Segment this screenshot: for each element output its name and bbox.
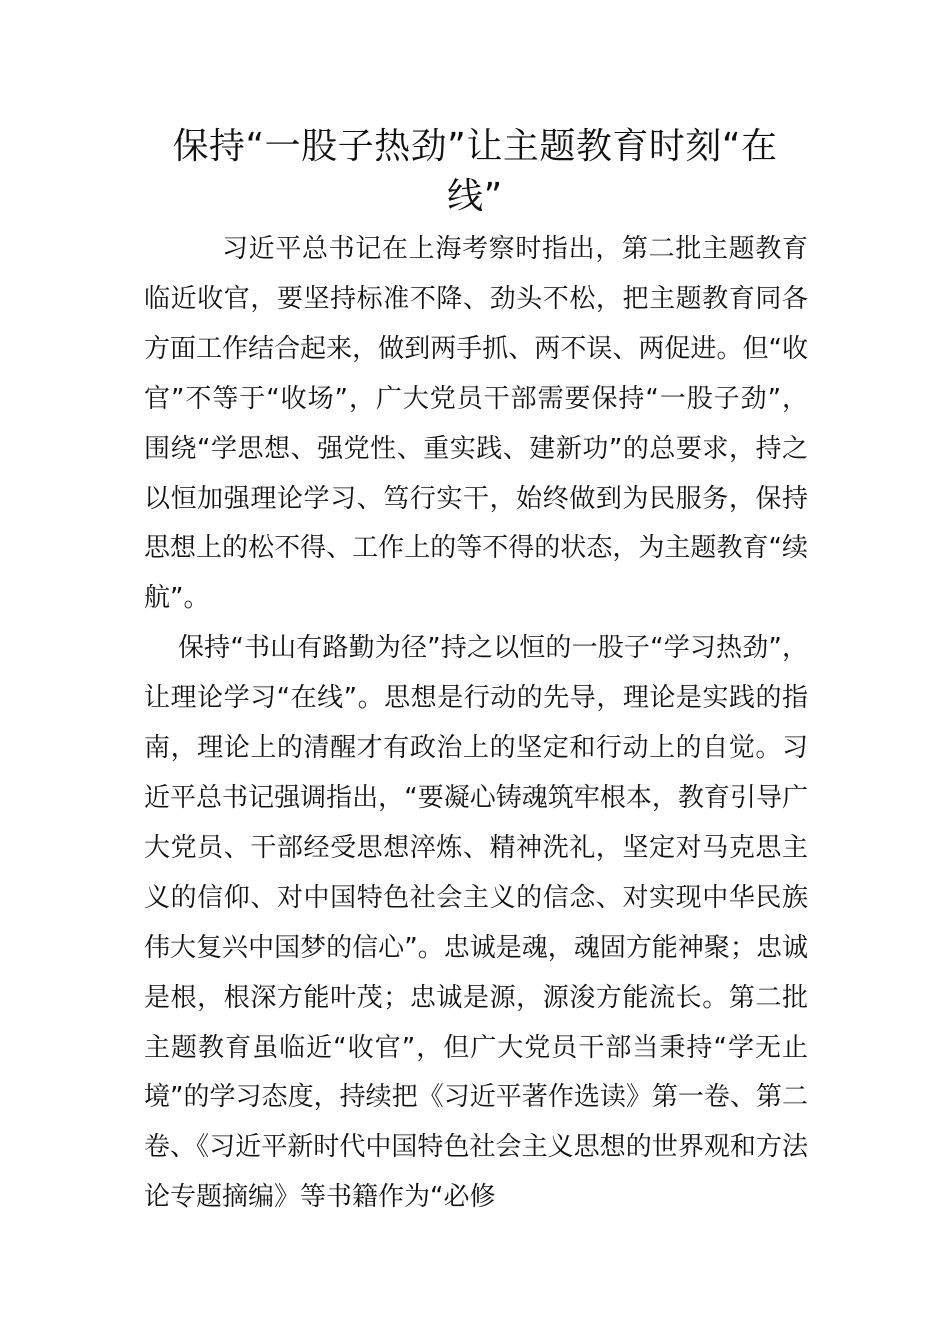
document-body: [144, 225, 808, 1223]
title-line-1: 保持“一股子热劲”让主题教育时刻“在: [172, 126, 778, 167]
paragraph-1: 习近平总书记在上海考察时指出，第二批主题教育临近收官，要坚持标准不降、劲头不松，把主题教育同各方面工作结合起来，做到两手抓、两不误、两促进。但“收官”不等于“收场”，广大党员干部需要保持“一股子劲”，围绕“学思想、强党性、重实践、建新功”的总要求，持之以恒加强理论学习、笃行实干，始终做到为民服务，保持思想上的松不得、工作上的等不得的状态，为主题教育“续航”。: [144, 234, 808, 614]
document-title: [140, 122, 810, 222]
paragraph-2: 保持“书山有路勤为径”持之以恒的一股子“学习热劲”，让理论学习“在线”。思想是行动的先导，理论是实践的指南，理论上的清醒才有政治上的坚定和行动上的自觉。习近平总书记强调指出，“要凝心铸魂筑牢根本，教育引导广大党员、干部经受思想淬炼、精神洗礼，坚定对马克思主义的信仰、对中国特色社会主义的信念、对实现中华民族伟大复兴中国梦的信心”。忠诚是魂，魂固方能神聚；忠诚是根，根深方能叶茂；忠诚是源，源浚方能流长。第二批主题教育虽临近“收官”，但广大党员干部当秉持“学无止境”的学习态度，持续把《习近平著作选读》第一卷、第二卷、《习近平新时代中国特色社会主义思想的世界观和方法论专题摘编》等书籍作为“必修: [144, 633, 808, 1213]
title-line-2: 线”: [447, 176, 503, 217]
